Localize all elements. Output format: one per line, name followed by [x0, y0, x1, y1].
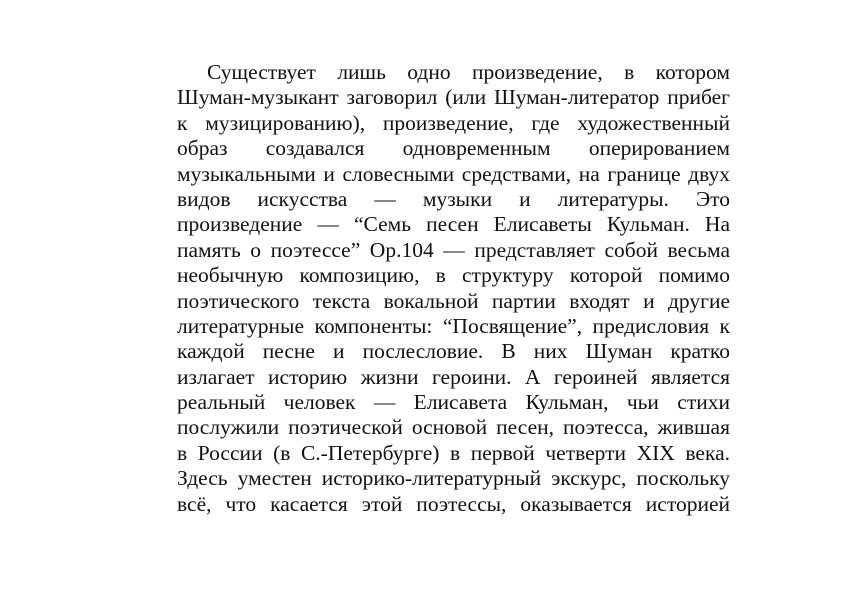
- paragraph-line: в России (в С.-Петербурге) в первой четверти XIX века.: [177, 440, 730, 465]
- paragraph-line: к музицированию), произведение, где художественный: [177, 110, 730, 135]
- paragraph-line: необычную композицию, в структуру которой помимо: [177, 263, 730, 288]
- paragraph-line: литературные компоненты: “Посвящение”, предисловия к: [177, 313, 730, 338]
- paragraph-line: поэтического текста вокальной партии входят и другие: [177, 288, 730, 313]
- paragraph-line: всё, что касается этой поэтессы, оказывается историей: [177, 491, 730, 516]
- paragraph-line: Существует лишь одно произведение, в котором: [207, 60, 730, 84]
- paragraph-line: музыкальными и словесными средствами, на границе двух: [177, 161, 730, 186]
- body-paragraph: [177, 60, 730, 517]
- paragraph-line: Шуман-музыкант заговорил (или Шуман-литератор прибег: [177, 85, 730, 110]
- paragraph-line: послужили поэтической основой песен, поэтесса, жившая: [177, 415, 730, 440]
- paragraph-line: произведение — “Семь песен Елисаветы Кульман. На: [177, 212, 730, 237]
- paragraph-line: излагает историю жизни героини. А героиней является: [177, 364, 730, 389]
- paragraph-line: реальный человек — Елисавета Кульман, чьи стихи: [177, 390, 730, 415]
- paragraph-line: Здесь уместен историко-литературный экскурс, поскольку: [177, 466, 730, 491]
- paragraph-line: память о поэтессе” Op.104 — представляет собой весьма: [177, 237, 730, 262]
- paragraph-line: видов искусства — музыки и литературы. Это: [177, 186, 730, 211]
- paragraph-line: образ создавался одновременным оперированием: [177, 136, 730, 161]
- paragraph-line: каждой песне и послесловие. В них Шуман кратко: [177, 339, 730, 364]
